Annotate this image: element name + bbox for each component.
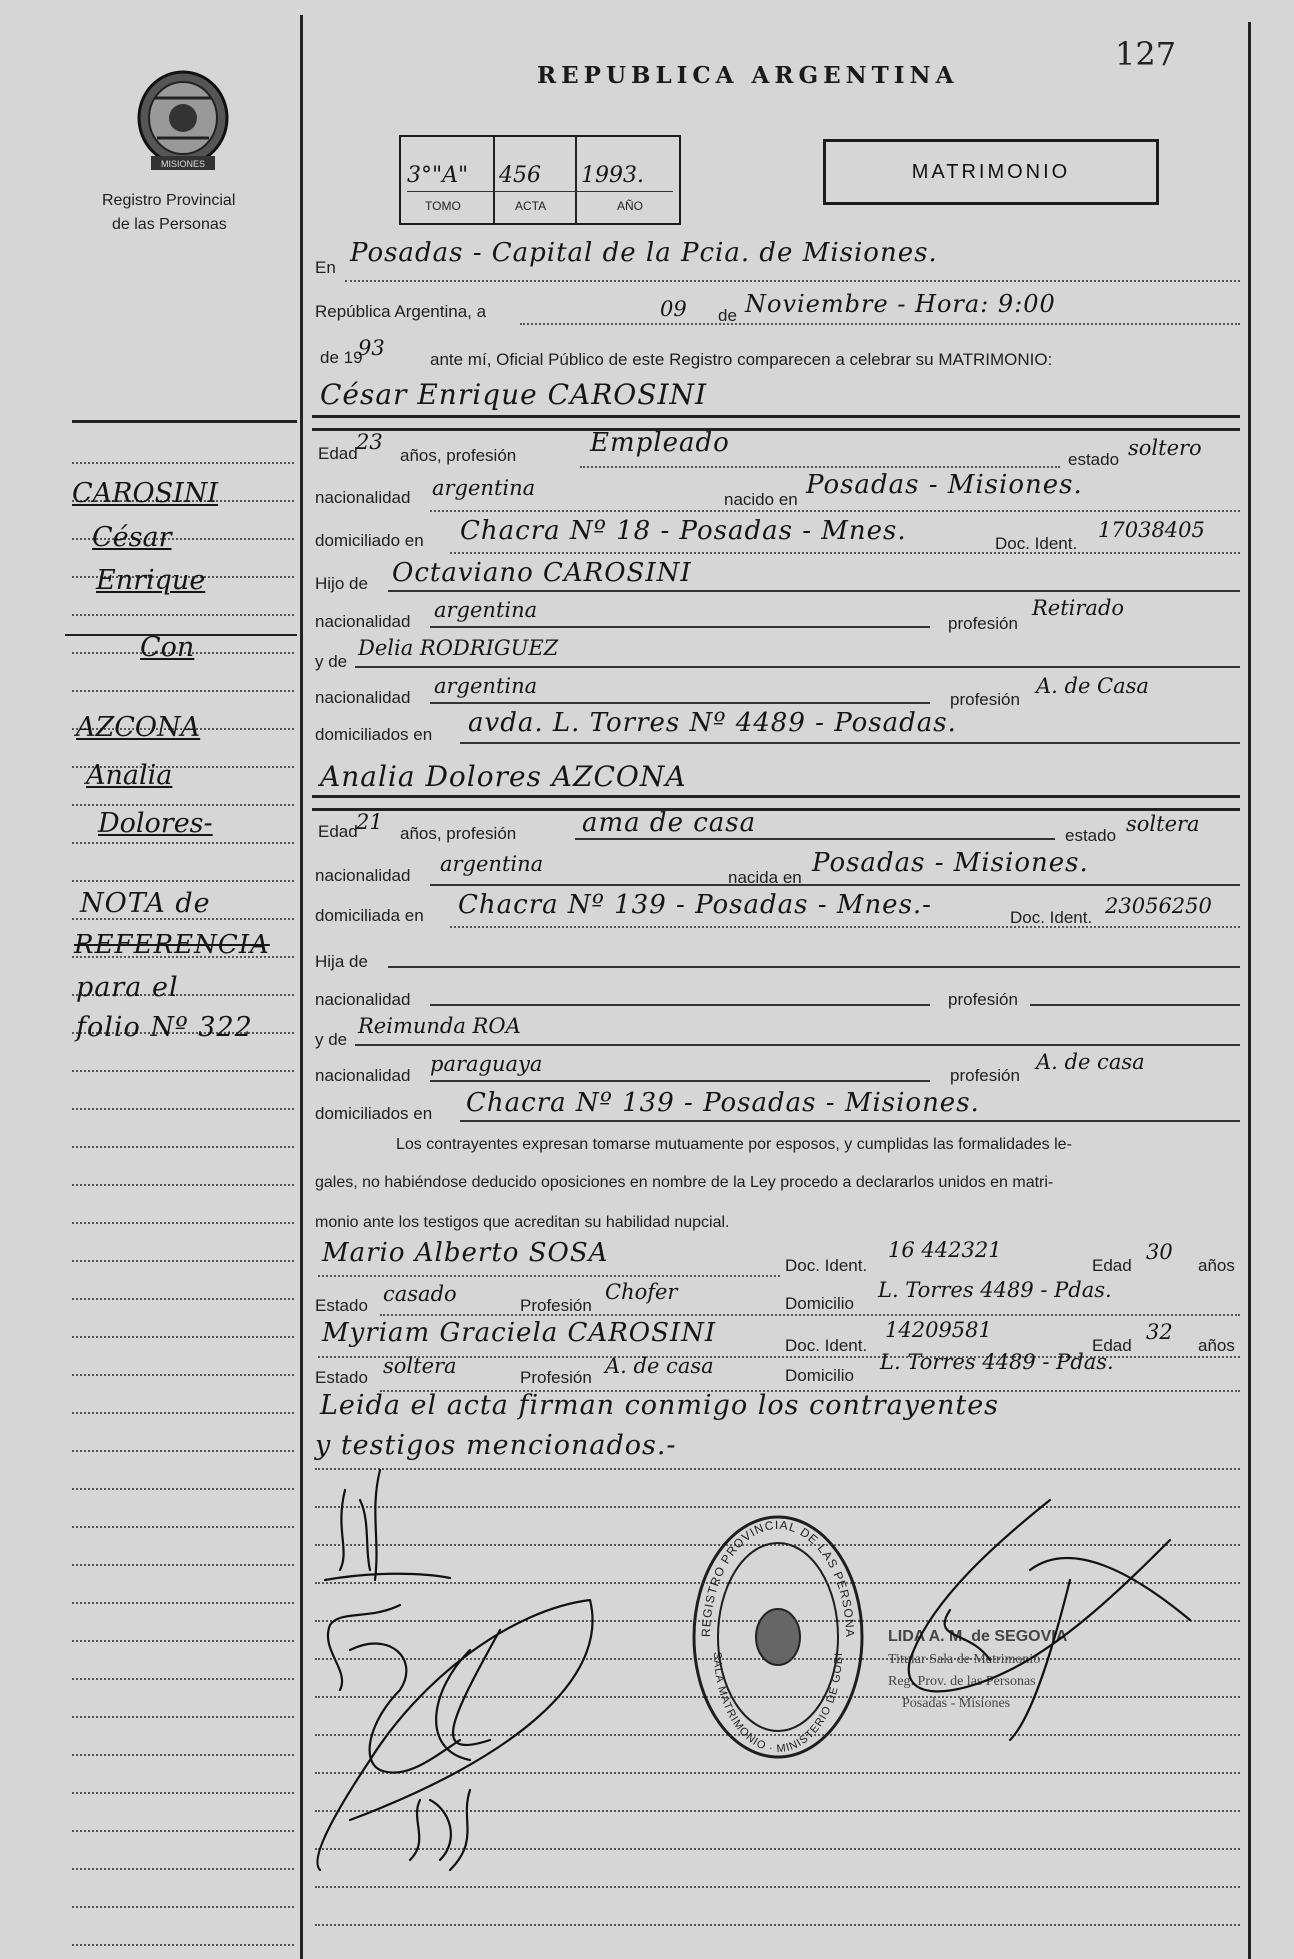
witness1-dom-label: Domicilio (785, 1294, 854, 1313)
witness2-anos-label: años (1198, 1336, 1235, 1355)
stamp-bottom-text: SALA MATRIMONIO · MINISTERIO DE GOBI (710, 1651, 846, 1756)
registry-name-line2: de las Personas (112, 216, 227, 233)
seal-text: MISIONES (160, 159, 206, 169)
bride-mother-line (355, 1044, 1240, 1046)
witness2-dom-label: Domicilio (785, 1366, 854, 1385)
margin-note-3: para el (76, 972, 179, 1003)
bride-parents-dom-label: domiciliados en (315, 1104, 433, 1123)
groom-parents-dom-label: domiciliados en (315, 725, 433, 744)
official-org: Reg. Prov. de las Personas (888, 1674, 1036, 1689)
declaration-line1: Los contrayentes expresan tomarse mutuamente por esposos, y cumplidas las formalidades le- (396, 1136, 1072, 1153)
groom-mother-nationality: argentina (434, 674, 538, 698)
witness2-doc-label: Doc. Ident. (785, 1336, 868, 1355)
act-type-box (823, 139, 1159, 205)
margin-ruled-line (72, 462, 294, 464)
bride-anos-profesion-label: años, profesión (400, 824, 517, 843)
groom-profession-line (580, 466, 1060, 468)
groom-father-prof-label: profesión (948, 614, 1018, 633)
witness2-profession: A. de casa (605, 1354, 714, 1378)
bride-nac-label: nacionalidad (315, 866, 411, 885)
bride-mother-prof-label: profesión (950, 1066, 1020, 1085)
en-label: En (315, 258, 336, 277)
bride-father-nac-label: nacionalidad (315, 990, 411, 1009)
place-value: Posadas - Capital de la Pcia. de Misiones. (350, 238, 938, 268)
bride-parents-dom-line (460, 1120, 1240, 1122)
groom-father-profession: Retirado (1032, 596, 1125, 620)
registry-name-line1: Registro Provincial (102, 192, 236, 209)
margin-name-3: Analia (86, 760, 173, 791)
groom-father-nationality: argentina (434, 598, 538, 622)
witness2-estado-label: Estado (315, 1368, 368, 1387)
right-border (1248, 22, 1251, 1959)
witness1-prof-label: Profesión (520, 1296, 592, 1315)
margin-ruled-line (72, 690, 294, 692)
year-suffix: 93 (358, 336, 385, 360)
margin-ruled-line (72, 1222, 294, 1224)
witness1-age: 30 (1146, 1240, 1173, 1264)
bride-nationality: argentina (440, 852, 544, 876)
groom-mother-nac-line (430, 702, 930, 704)
bride-doc-label: Doc. Ident. (1010, 908, 1093, 927)
margin-ruled-line (72, 1868, 294, 1870)
witness2-name: Myriam Graciela CAROSINI (322, 1318, 717, 1348)
bride-mother: Reimunda ROA (358, 1014, 521, 1038)
republica-label: República Argentina, a (315, 302, 487, 321)
groom-name: César Enrique CAROSINI (320, 378, 708, 411)
bride-parents-address: Chacra Nº 139 - Posadas - Misiones. (466, 1088, 980, 1118)
groom-doc: 17038405 (1098, 518, 1205, 542)
witness1-status: casado (383, 1282, 457, 1306)
groom-dom-label: domiciliado en (315, 531, 424, 550)
stamp-top-text: REGISTRO PROVINCIAL DE LAS PERSONA (698, 1517, 858, 1639)
bride-father-prof-line (1030, 1004, 1240, 1006)
margin-ruled-line (72, 1184, 294, 1186)
margin-ruled-line (72, 1146, 294, 1148)
groom-doc-label: Doc. Ident. (995, 534, 1078, 553)
groom-address: Chacra Nº 18 - Posadas - Mnes. (460, 516, 907, 546)
intro-statement: ante mí, Oficial Público de este Registro comparecen a celebrar su MATRIMONIO: (430, 350, 1053, 369)
groom-mother-line (355, 666, 1240, 668)
bride-civil-status: soltera (1126, 812, 1200, 836)
groom-civil-status: soltero (1128, 436, 1202, 460)
groom-profession: Empleado (590, 428, 730, 458)
month-hour-value: Noviembre - Hora: 9:00 (745, 290, 1056, 318)
bride-dom-label: domiciliada en (315, 906, 424, 925)
margin-ruled-line (72, 1450, 294, 1452)
margin-ruled-line (72, 1108, 294, 1110)
bride-age: 21 (356, 810, 383, 834)
register-underline (407, 191, 673, 192)
witness1-doc-label: Doc. Ident. (785, 1256, 868, 1275)
margin-name-4: Dolores- (98, 808, 213, 839)
country-title: REPUBLICA ARGENTINA (537, 62, 959, 89)
closing-line2: y testigos mencionados.- (315, 1430, 677, 1461)
groom-name-line (312, 415, 1240, 418)
left-column-divider (300, 15, 303, 1959)
bride-section-line (312, 808, 1240, 811)
groom-nationality: argentina (432, 476, 536, 500)
witness2-doc: 14209581 (885, 1318, 992, 1342)
register-divider-1 (493, 137, 495, 223)
margin-ruled-line (72, 1488, 294, 1490)
bride-address: Chacra Nº 139 - Posadas - Mnes.- (458, 890, 932, 920)
declaration-line3: monio ante los testigos que acreditan su habilidad nupcial. (315, 1214, 730, 1231)
witness1-edad-label: Edad (1092, 1256, 1132, 1275)
place-line (345, 280, 1240, 282)
groom-nacido-label: nacido en (724, 490, 798, 509)
witness1-profession: Chofer (605, 1280, 678, 1304)
witness1-address: L. Torres 4489 - Pdas. (878, 1278, 1112, 1302)
witness1-name-line (318, 1275, 780, 1277)
groom-father-nac-line (430, 626, 930, 628)
groom-nac-label: nacionalidad (315, 488, 411, 507)
margin-top-rule (72, 420, 297, 423)
tomo-label: TOMO (425, 199, 461, 213)
bride-father-prof-label: profesión (948, 990, 1018, 1009)
margin-surname-1: CAROSINI (72, 478, 219, 509)
day-value: 09 (660, 297, 687, 321)
bride-mother-nac-line (430, 1080, 930, 1082)
bride-nac-line (430, 884, 1240, 886)
groom-estado-label: estado (1068, 450, 1120, 469)
de-label: de (718, 306, 737, 325)
bride-mother-nationality: paraguaya (430, 1052, 543, 1076)
bride-profession: ama de casa (582, 808, 757, 838)
margin-ruled-line (72, 1336, 294, 1338)
declaration-line2: gales, no habiéndose deducido oposiciones en nombre de la Ley procedo a declararlos unidos en matri- (315, 1174, 1054, 1191)
groom-mother-profession: A. de Casa (1036, 674, 1149, 698)
tomo-value: 3°"A" (407, 163, 469, 188)
groom-dom-line (450, 552, 1240, 554)
groom-mother: Delia RODRIGUEZ (358, 636, 559, 660)
bride-mother-profession: A. de casa (1036, 1050, 1145, 1074)
margin-ruled-line (72, 1564, 294, 1566)
groom-parents-address: avda. L. Torres Nº 4489 - Posadas. (468, 708, 957, 738)
margin-ruled-line (72, 1526, 294, 1528)
witness2-status: soltera (383, 1354, 457, 1378)
official-title: Titular Sala de Matrimonio (888, 1652, 1041, 1667)
margin-ruled-line (72, 1260, 294, 1262)
margin-ruled-line (72, 1070, 294, 1072)
witness2-address: L. Torres 4489 - Pdas. (880, 1350, 1114, 1374)
margin-ruled-line (72, 1754, 294, 1756)
margin-ruled-line (72, 1944, 294, 1946)
bride-name: Analia Dolores AZCONA (320, 760, 687, 793)
margin-note-1: NOTA de (80, 888, 211, 919)
groom-father: Octaviano CAROSINI (392, 558, 692, 588)
groom-birthplace: Posadas - Misiones. (806, 470, 1083, 500)
groom-age: 23 (356, 430, 383, 454)
signatures (310, 1460, 1240, 1880)
bride-dom-line (450, 926, 1240, 928)
register-divider-2 (575, 137, 577, 223)
witness1-name: Mario Alberto SOSA (322, 1238, 609, 1268)
margin-ruled-line (72, 1906, 294, 1908)
margin-ruled-line (72, 1830, 294, 1832)
bride-hija-label: Hija de (315, 952, 368, 971)
witness2-age: 32 (1146, 1320, 1173, 1344)
margin-ruled-line (72, 1298, 294, 1300)
witness1-estado-label: Estado (315, 1296, 368, 1315)
margin-surname-2: AZCONA (76, 712, 201, 743)
bride-nacida-label: nacida en (728, 868, 802, 887)
margin-ruled-line (72, 880, 294, 882)
ano-label: AÑO (617, 199, 644, 213)
groom-father-line (388, 590, 1240, 592)
margin-note-4: folio Nº 322 (76, 1012, 253, 1043)
margin-ruled-line (72, 842, 294, 844)
witness1-line (380, 1314, 1240, 1316)
acta-label: ACTA (515, 199, 547, 213)
bride-profession-line (575, 838, 1055, 840)
register-box (399, 135, 681, 225)
margin-name-1: César (92, 522, 172, 553)
groom-mother-prof-label: profesión (950, 690, 1020, 709)
margin-ruled-line (72, 1412, 294, 1414)
page-number: 127 (1115, 35, 1177, 73)
groom-edad-label: Edad (318, 444, 358, 463)
date-line (520, 323, 1240, 325)
witness1-doc: 16 442321 (888, 1238, 1002, 1262)
bride-father-line (388, 966, 1240, 968)
groom-anos-profesion-label: años, profesión (400, 446, 517, 465)
witness1-anos-label: años (1198, 1256, 1235, 1275)
groom-parents-dom-line (460, 742, 1240, 744)
ano-value: 1993. (581, 163, 644, 188)
margin-ruled-line (72, 1792, 294, 1794)
groom-y-de-label: y de (315, 652, 348, 671)
witness2-prof-label: Profesión (520, 1368, 592, 1387)
bride-edad-label: Edad (318, 822, 358, 841)
bride-mother-nac-label: nacionalidad (315, 1066, 411, 1085)
margin-ruled-line (72, 614, 294, 616)
bride-y-de-label: y de (315, 1030, 348, 1049)
margin-ruled-line (72, 1374, 294, 1376)
official-place: Posadas - Misiones (902, 1696, 1011, 1711)
margin-ruled-line (72, 1602, 294, 1604)
margin-ruled-line (72, 1716, 294, 1718)
bride-estado-label: estado (1065, 826, 1117, 845)
margin-ruled-line (72, 1640, 294, 1642)
witness2-edad-label: Edad (1092, 1336, 1132, 1355)
ruled-line (315, 1924, 1240, 1926)
margin-ruled-line (72, 1678, 294, 1680)
closing-line1: Leida el acta firman conmigo los contrayentes (320, 1390, 1000, 1421)
year-prefix: de 19 (320, 348, 363, 367)
province-seal (135, 68, 231, 172)
margin-name-2: Enrique (96, 565, 206, 596)
groom-hijo-label: Hijo de (315, 574, 368, 593)
acta-value: 456 (499, 163, 541, 188)
bride-birthplace: Posadas - Misiones. (812, 848, 1089, 878)
groom-section-line (312, 428, 1240, 431)
bride-name-line (312, 795, 1240, 798)
groom-father-nac-label: nacionalidad (315, 612, 411, 631)
margin-ruled-line (72, 804, 294, 806)
official-name: LIDA A. M. de SEGOVIA (888, 1628, 1068, 1645)
bride-doc: 23056250 (1105, 894, 1212, 918)
margin-note-2: REFERENCIA (74, 930, 270, 960)
bride-father-nac-line (430, 1004, 930, 1006)
margin-con: Con (140, 632, 195, 663)
act-type-label: MATRIMONIO (911, 161, 1071, 183)
ruled-line (315, 1886, 1240, 1888)
groom-nac-line (430, 510, 1240, 512)
groom-mother-nac-label: nacionalidad (315, 688, 411, 707)
